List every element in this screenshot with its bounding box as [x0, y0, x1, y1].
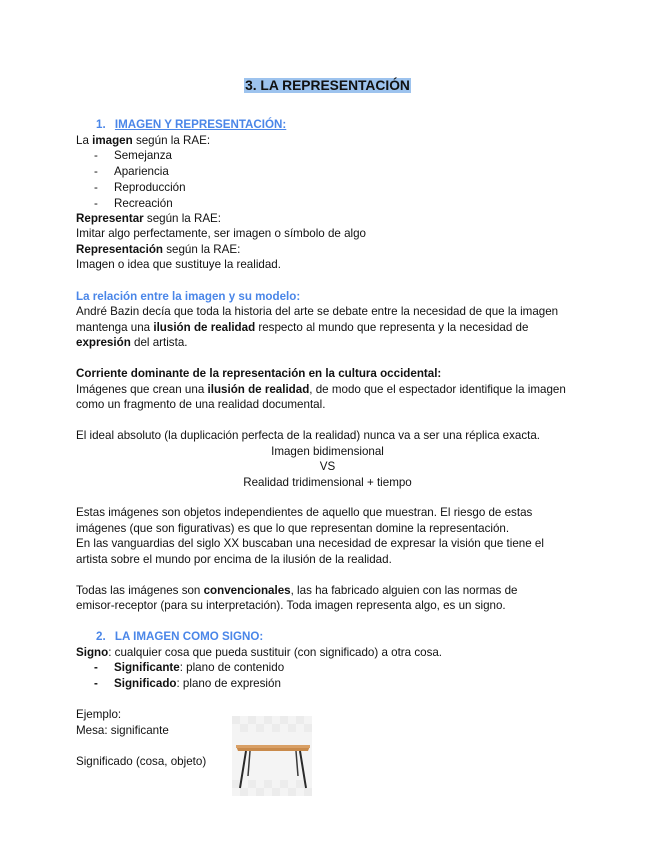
corriente-heading: Corriente dominante de la representación en la cultura occidental:: [76, 367, 442, 380]
paragraph-line: Imágenes que crean una ilusión de realidad, de modo que el espectador identifique la imagen: [76, 383, 566, 396]
ejemplo-label: Ejemplo:: [76, 708, 122, 721]
paragraph-line: imágenes (que son figurativas) es que lo que representan domine la representación.: [76, 522, 510, 535]
paragraph-line: En las vanguardias del siglo XX buscaban una necesidad de expresar la visión que tiene el: [76, 537, 544, 550]
list-item: Semejanza: [114, 149, 173, 162]
representar-heading: Representar según la RAE:: [76, 212, 222, 225]
signo-definition: Signo: cualquier cosa que pueda sustituir (con significado) a otra cosa.: [76, 646, 443, 659]
list-item: Apariencia: [114, 165, 169, 178]
list-dash: -: [94, 197, 98, 210]
list-item: Reproducción: [114, 181, 186, 194]
significado-label: Significado (cosa, objeto): [76, 755, 207, 768]
section-2-heading: 2. LA IMAGEN COMO SIGNO:: [96, 630, 264, 643]
paragraph-line: Estas imágenes son objetos independientes de aquello que muestran. El riesgo de estas: [76, 506, 533, 519]
mesa-label: Mesa: significante: [76, 724, 169, 737]
section-1-heading: 1. IMAGEN Y REPRESENTACIÓN:: [96, 118, 287, 131]
paragraph-line: como un fragmento de una realidad documental.: [76, 398, 326, 411]
comparison-line: Imagen bidimensional: [271, 445, 384, 458]
list-dash: -: [94, 677, 98, 690]
paragraph-line: artista sobre el mundo por encima de la ilusión de la realidad.: [76, 553, 392, 566]
comparison-line: Realidad tridimensional + tiempo: [243, 476, 412, 489]
representacion-definition: Imagen o idea que sustituye la realidad.: [76, 258, 281, 271]
paragraph-line: Todas las imágenes son convencionales, las ha fabricado alguien con las normas de: [76, 584, 518, 597]
paragraph-line: emisor-receptor (para su interpretación). Toda imagen representa algo, es un signo.: [76, 599, 506, 612]
page-title: [0, 78, 655, 93]
representacion-heading: Representación según la RAE:: [76, 243, 241, 256]
list-item: Significante: plano de contenido: [114, 661, 285, 674]
comparison-vs: VS: [319, 460, 336, 473]
representar-definition: Imitar algo perfectamente, ser imagen o símbolo de algo: [76, 227, 366, 240]
relacion-heading: La relación entre la imagen y su modelo:: [76, 290, 301, 303]
page-title-text: 3. LA REPRESENTACIÓN: [245, 78, 410, 93]
list-dash: -: [94, 165, 98, 178]
list-item: Significado: plano de expresión: [114, 677, 281, 690]
table-icon: [232, 716, 312, 796]
paragraph-line: El ideal absoluto (la duplicación perfecta de la realidad) nunca va a ser una réplica exacta.: [76, 429, 541, 442]
list-dash: -: [94, 181, 98, 194]
paragraph-line: expresión del artista.: [76, 336, 188, 349]
list-dash: -: [94, 149, 98, 162]
imagen-definition-intro: La imagen según la RAE:: [76, 134, 211, 147]
paragraph-line: mantenga una ilusión de realidad respecto al mundo que representa y la necesidad de: [76, 321, 529, 334]
list-item: Recreación: [114, 197, 173, 210]
list-dash: -: [94, 661, 98, 674]
wooden-table-image: [232, 716, 312, 796]
paragraph-line: André Bazin decía que toda la historia del arte se debate entre la necesidad de que la imagen: [76, 305, 559, 318]
